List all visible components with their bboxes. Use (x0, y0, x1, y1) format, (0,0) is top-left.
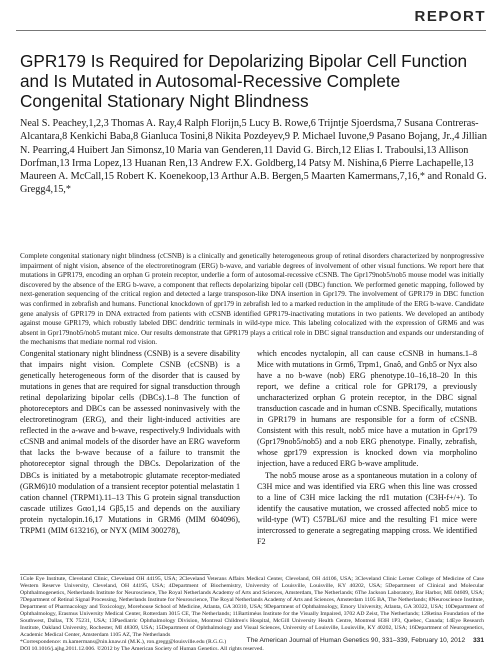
body-paragraph: which encodes nyctalopin, all can cause cCSNB in humans.1–8 Mice with mutations in Grm6, Trpm1, Gnaô, and Gnb5 or Nyx also have a no b-wave (nob) ERG phenotype.10–16,18–20 In this report, we define a critical role for GPR179, a previously uncharacterized orphan G protein receptor, in the DBC signal transduction cascade and in human cCSNB. Specifically, mutations in GPR179 in humans are responsible for a form of cCSNB. Consistent with this result, nob5 mice have a mutation in Gpr179 (Gpr179nob5/nob5) and a nob ERG phenotype. Finally, zebrafish, whose gpr179 expression is knocked down via morpholino injection, have a reduced ERG b-wave amplitude. (257, 349, 477, 469)
body-paragraph: The nob5 mouse arose as a spontaneous mutation in a colony of C3H mice and was identified via ERG when this line was crossed to a line of C3H mice lacking the rd1 mutation (C3H-f+/+). To identify the causative mutation, we crossed affected nob5 mice to wild-type (WT) C57BL/6J mice and the resulting F1 mice were intercrossed to generate a segregating mapping cross. We identified F2 (257, 470, 477, 546)
body-column-right (257, 348, 477, 547)
author-list: Neal S. Peachey,1,2,3 Thomas A. Ray,4 Ralph Florijn,5 Lucy B. Rowe,6 Trijntje Sjoerdsma,7 Susana Contreras-Alcantara,8 Kenkichi Baba,8 Gianluca Tosini,8 Nikita Pozdeyev,9 P. Michael Iuvone,9 Pasano Bojang, Jr.,4 Jillian N. Pearring,4 Huibert Jan Simonsz,10 Maria van Genderen,11 David G. Birch,12 Elias I. Traboulsi,13 Allison Dorfman,13 Irma Lopez,13 Huanan Ren,13 Andrew F.X. Goldberg,14 Patsy M. Nishina,6 Pierre Lachapelle,13 Maureen A. McCall,15 Robert K. Koenekoop,13 Arthur A.B. Bergen,5 Maarten Kamermans,7,16,* and Ronald G. Gregg4,15,* (20, 118, 487, 196)
doi-line: DOI 10.1016/j.ajhg.2011.12.006. ©2012 by The American Society of Human Genetics. All rights reserved. (20, 646, 264, 653)
footnote-rule (20, 574, 210, 575)
page-header (0, 0, 502, 36)
body-paragraph: Congenital stationary night blindness (CSNB) is a severe disability that impairs night vision. Complete CSNB (cCSNB) is a genetically heterogeneous form of the disorder that is caused by mutations in genes that are required for signal transduction through retinal depolarizing bipolar cells (DBCs).1–8 The function of photoreceptors and DBCs can be assessed noninvasively with the electroretinogram (ERG), and their light-induced activities are reflected in the a-wave and b-wave, respectively.9 Individuals with cCSNB and animal models of the disorder have an ERG waveform that lacks the b-wave because of a failure to transmit the photoreceptor signal through the DBCs. Depolarization of the DBCs is initiated by a metabotropic glutamate receptor-mediated (GRM6)10 modulation of a transient receptor potential melastatin 1 cation channel (TRPM1).11–13 This G protein signal transduction cascade utilizes Gαo1,14 Gβ5,15 and depends on the auxiliary protein nyctalopin.16,17 Mutations in GRM6 (MIM 604096), TRPM1 (MIM 613216), or NYX (MIM 300278), (20, 349, 240, 535)
header-rule (16, 30, 486, 31)
correspondence: *Correspondence: m.kamermans@nin.knaw.nl (M.K.), ron.gregg@louisville.edu (R.G.G.) (20, 639, 227, 646)
section-label: REPORT (414, 8, 486, 25)
affiliations: 1Cole Eye Institute, Cleveland Clinic, Cleveland OH 44195, USA; 2Cleveland Veterans Affairs Medical Center, Cleveland, OH 44106, USA; 3Cleveland Clinic Lerner College of Medicine of Case Western Reserve University, Cleveland, OH 44195, USA; 4Department of Biochemistry, University of Louisville, Louisville, KY 40202, USA; 5Department of Clinical and Molecular Ophthalmogenetics, Netherlands Institute for Neuroscience, The Royal Netherlands Academy of Arts and Sciences, Amsterdam, The Netherlands; 6The Jackson Laboratory, Bar Harbor, ME 04609, USA; 7Department of Retinal Signal Processing, Netherlands Institute for Neuroscience, The Royal Netherlands Academy of Arts and Sciences, Amsterdam 1105 BA, The Netherlands; 8Neuroscience Institute, Department of Pharmacology and Toxicology, Morehouse School of Medicine, Atlanta, GA 30310, USA; 9Department of Ophthalmology, Emory University, Atlanta, GA 30322, USA; 10Department of Ophthalmology, Erasmus University Medical Center, Rotterdam 3015 CE, The Netherlands; 11Bartiméus Institute for the Visually Impaired, 3702 AD Zeist, The Netherlands; 12Retina Foundation of the Southwest, Dallas, TX 75231, USA; 13Paediatric Ophthalmology Division, Montreal Children's Hospital, McGill University Health Centre, Montreal H3H 1P3, Quebec, Canada; 14Eye Research Institute, Oakland University, Rochester, MI 48309, USA; 15Department of Ophthalmology and Visual Sciences, University of Louisville, Louisville, KY 40202, USA; 16Department of Neurogenetics, Academic Medical Center, Amsterdam 1105 AZ, The Netherlands (20, 576, 484, 639)
article-title: GPR179 Is Required for Depolarizing Bipolar Cell Function and Is Mutated in Autosomal-Recessive Complete Congenital Stationary Night Blindness (20, 51, 468, 111)
page-footer (247, 637, 484, 644)
abstract: Complete congenital stationary night blindness (cCSNB) is a clinically and genetically heterogeneous group of retinal disorders characterized by nonprogressive impairment of night vision, absence of the electroretinogram (ERG) b-wave, and variable degrees of involvement of other visual functions. We report here that mutations in GPR179, encoding an orphan G protein receptor, underlie a form of autosomal-recessive cCSNB. The Gpr179nob5/nob5 mouse model was initially discovered by the absence of the ERG b-wave, a component that reflects depolarizing bipolar cell (DBC) function. We performed genetic mapping, followed by next-generation sequencing of the critical region and detected a large transposon-like DNA insertion in Gpr179. The involvement of GPR179 in DBC function was confirmed in zebrafish and humans. Functional knockdown of gpr179 in zebrafish led to a marked reduction in the amplitude of the ERG b-wave. Candidate gene analysis of GPR179 in DNA extracted from patients with cCSNB identified GPR179-inactivating mutations in two patients. We developed an antibody against mouse GPR179, which robustly labeled DBC dendritic terminals in wild-type mice. This labeling colocalized with the expression of GRM6 and was absent in Gpr179nob5/nob5 mutant mice. Our results demonstrate that GPR179 plays a critical role in DBC signal transduction and expands our understanding of the mechanisms that mediate normal rod vision. (20, 252, 484, 347)
page-number: 331 (472, 637, 484, 644)
journal-citation: The American Journal of Human Genetics 90, 331–339, February 10, 2012 (246, 637, 466, 644)
body-column-left (20, 348, 240, 536)
